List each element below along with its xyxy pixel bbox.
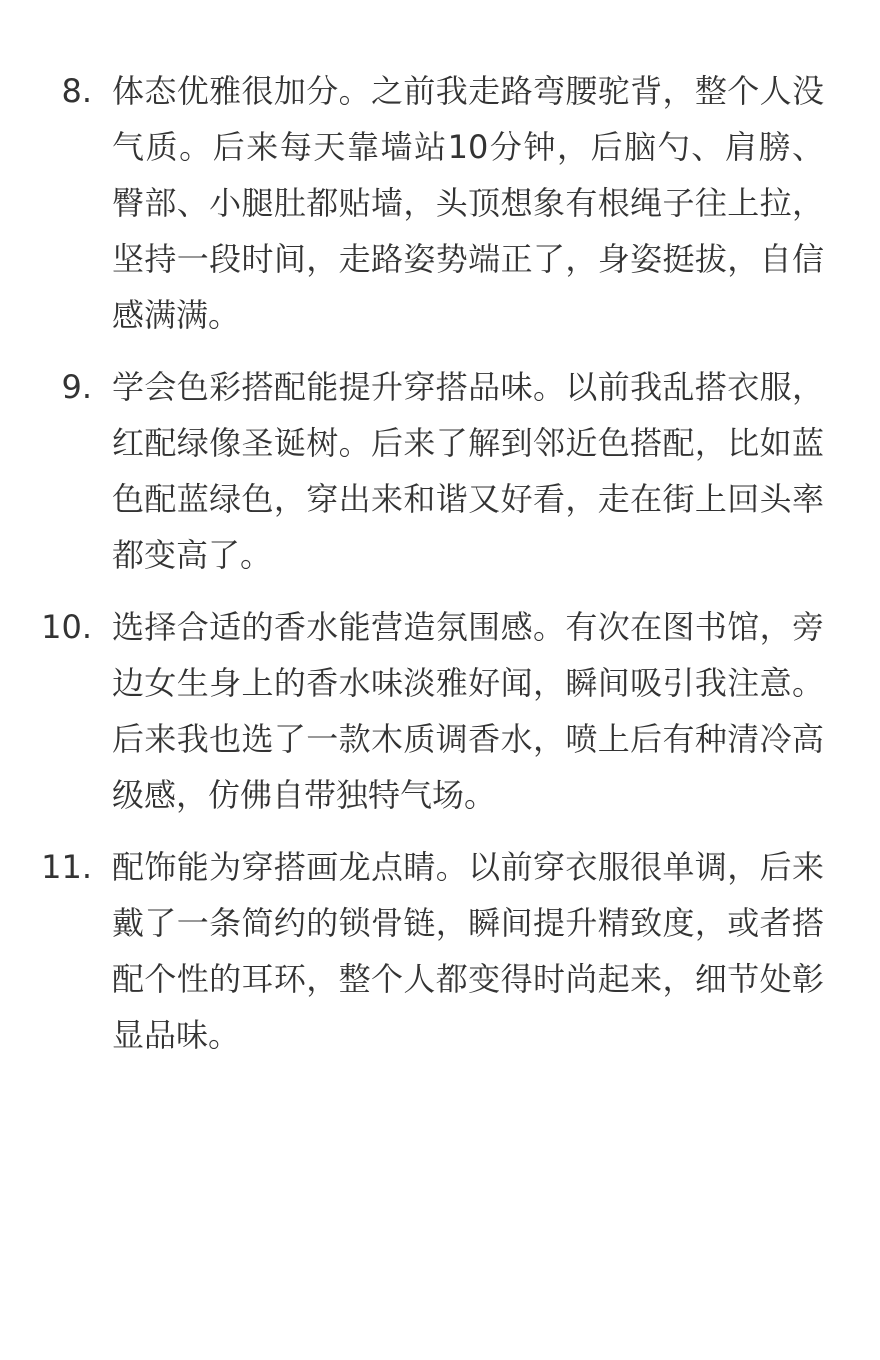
list-item	[0, 599, 880, 823]
tips-list	[0, 63, 880, 1063]
list-item-text: 学会色彩搭配能提升穿搭品味。以前我乱搭衣服，红配绿像圣诞树。后来了解到邻近色搭配，比如蓝色配蓝绿色，穿出来和谐又好看，走在街上回头率都变高了。	[112, 368, 824, 574]
list-item-text: 配饰能为穿搭画龙点睛。以前穿衣服很单调，后来戴了一条简约的锁骨链，瞬间提升精致度，或者搭配个性的耳环，整个人都变得时尚起来，细节处彰显品味。	[112, 848, 824, 1054]
list-item-text: 体态优雅很加分。之前我走路弯腰驼背，整个人没气质。后来每天靠墙站10分钟，后脑勺、肩膀、臀部、小腿肚都贴墙，头顶想象有根绳子往上拉，坚持一段时间，走路姿势端正了，身姿挺拔，自信感满满。	[112, 72, 824, 334]
list-item	[0, 839, 880, 1063]
list-item	[0, 63, 880, 343]
list-item-text: 选择合适的香水能营造氛围感。有次在图书馆，旁边女生身上的香水味淡雅好闻，瞬间吸引我注意。后来我也选了一款木质调香水，喷上后有种清冷高级感，仿佛自带独特气场。	[112, 608, 824, 814]
list-item-number: 8.	[61, 72, 92, 110]
list-item-number: 10.	[41, 608, 92, 646]
list-item	[0, 359, 880, 583]
list-item-number: 9.	[61, 368, 92, 406]
list-item-number: 11.	[41, 848, 92, 886]
